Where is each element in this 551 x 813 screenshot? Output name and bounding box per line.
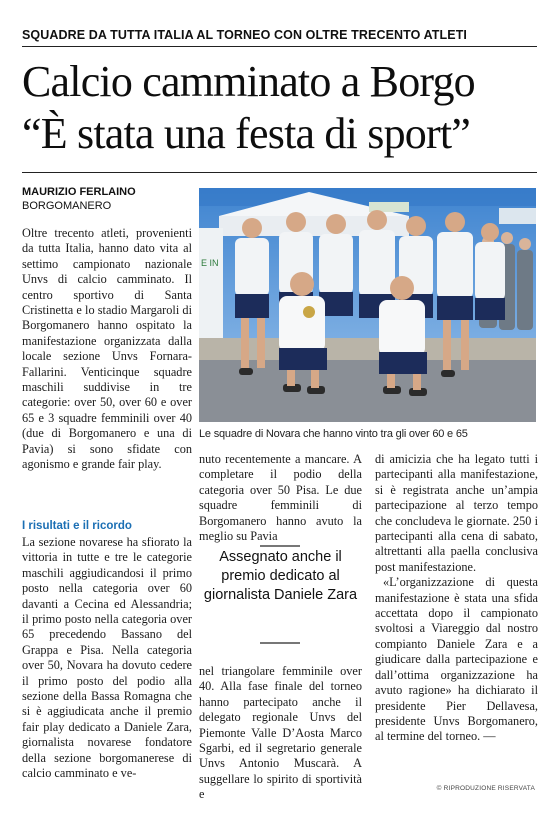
column-1-top — [22, 226, 192, 473]
team-photo — [199, 188, 536, 422]
paragraph: Oltre trecento atleti, provenienti da tutta Italia, hanno dato vita al settimo campionato nazionale Unvs di calcio camminato. Il centro sportivo di Santa Cristinetta e lo stadio Margaroli di Borgomanero hanno ospitato la manifestazione organizzata dalla locale sezione Unvs Fornara-Fallarini. Venticinque squadre maschili suddivise in tre categorie: over 50, over 60 e over 65 e 3 squadre femminili over 40 (due di Borgomanero e una di Pavia) si sono sfidate con agonismo e grande fair play. — [22, 226, 192, 472]
headline-line-2: “È stata una festa di sport” — [22, 109, 470, 158]
paragraph: nuto recentemente a mancare. A completare il podio della categoria over 50 Pisa. Le due squadre femminili di Borgomanero hanno avuto la meglio su Pavia — [199, 452, 362, 544]
byline-author: MAURIZIO FERLAINO — [22, 186, 136, 198]
paragraph: La sezione novarese ha sfiorato la vittoria in tutte e tre le categorie maschili aggiudicandosi il primo posto nella categoria over 60 davanti a Cecina ed Alessandria; il primo posto nella categoria over 65 precedendo Bassano del Grappa e Pisa. Nella categoria over 50, Novara ha dovuto cedere il primo posto del podio alla sezione della Bassa Romagna che si è aggiudicata anche il premio fair play dedicato a Daniele Zara, giornalista novarese fondatore della sezione borgomanerese di calcio camminato e ve- — [22, 535, 192, 781]
banner-text: E IN — [201, 258, 219, 268]
column-2-bottom — [199, 664, 362, 803]
paragraph: «L’organizzazione di questa manifestazione è stata una sfida accettata dopo il campionato svoltosi a Viareggio dal nostro compianto Daniele Zara e a giudicare dalla partecipazione e dall’ottima organizzazione ha avuto ragione» ha dichiarato il presidente Pier Dellavesa, presidente Unvs Borgomanero, al termine del torneo. — — [375, 575, 538, 744]
photo-caption: Le squadre di Novara che hanno vinto tra gli over 60 e 65 — [199, 428, 468, 440]
copyright-notice: © RIPRODUZIONE RISERVATA — [436, 785, 535, 792]
headline-divider — [22, 172, 537, 173]
column-2-top — [199, 452, 362, 544]
column-1-bottom — [22, 519, 192, 782]
article-kicker: SQUADRE DA TUTTA ITALIA AL TORNEO CON OLTRE TRECENTO ATLETI — [22, 28, 468, 42]
pullquote-rule-bottom — [260, 642, 300, 644]
article-headline — [22, 56, 542, 160]
headline-line-1: Calcio camminato a Borgo — [22, 57, 475, 106]
paragraph: nel triangolare femminile over 40. Alla fase finale del torneo hanno partecipato anche il delegato regionale Unvs del Piemonte Valle D’Aosta Marco Sgarbi, ed il segretario generale Unvs Antonio Muscarà. A suggellare lo spirito di sportività e — [199, 664, 362, 802]
section-subhead: I risultati e il ricordo — [22, 520, 132, 532]
team-photo-illustration — [199, 188, 536, 422]
kicker-divider — [22, 46, 537, 47]
pullquote-rule-top — [260, 545, 300, 547]
byline-place: BORGOMANERO — [22, 200, 112, 212]
paragraph: di amicizia che ha legato tutti i partecipanti alla manifestazione, si è registrata anche un’ampia partecipazione al terzo tempo che concludeva le giornate. 250 i partecipanti alla cena di sabato, altrettanti alla paella conclusiva post manifestazione. — [375, 452, 538, 574]
pullquote: Assegnato anche il premio dedicato al giornalista Daniele Zara — [203, 549, 358, 603]
column-3 — [375, 452, 538, 745]
